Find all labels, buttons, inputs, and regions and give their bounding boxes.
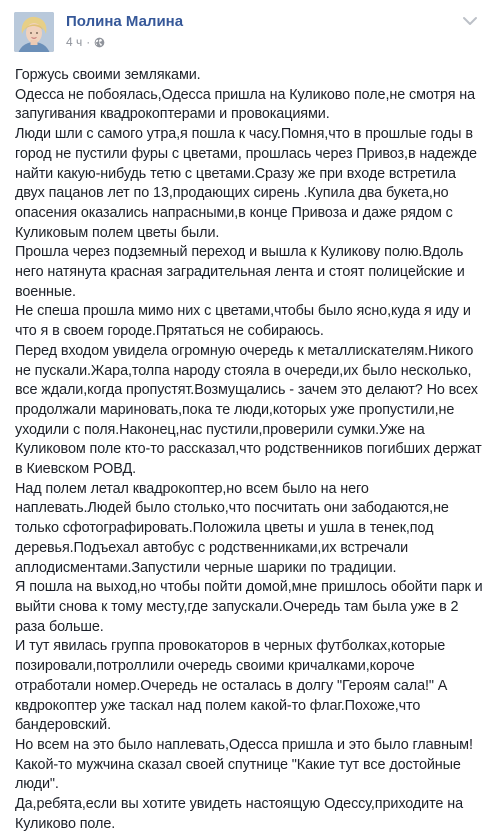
post-paragraph: Горжусь своими земляками.	[15, 67, 201, 83]
post-paragraph: Прошла через подземный переход и вышла к Куликову полю.Вдоль него натянута красная заградительная лента и стоят полицейские и военные.	[15, 244, 465, 300]
author-name[interactable]: Полина Малина	[66, 13, 184, 30]
post-paragraph: Но всем на это было наплевать,Одесса пришла и это было главным! Какой-то мужчина сказал своей спутнице "Какие тут все достойные люди".	[15, 736, 473, 793]
post-meta	[66, 35, 105, 49]
post-paragraph: И тут явилась группа провокаторов в черных футболках,которые позировали,потроллили очередь своими кричалками,короче отработали номер.Очередь не осталась в долгу "Героям сала!" А квдрокоптер уже таскал над полем какой-то флаг.Похоже,что бандеровский.	[15, 638, 448, 734]
post-paragraph: Не спеша прошла мимо них с цветами,чтобы было ясно,куда я иду и что я в своем городе.Прятаться не собираюсь.	[15, 303, 471, 340]
post-paragraph: Одесса не побоялась,Одесса пришла на Куликово поле,не смотря на запугивания квадрокоптерами и провокациями.	[15, 86, 476, 123]
post-paragraph: Да,ребята,если вы хотите увидеть настоящую Одессу,приходите на Куликово поле.	[15, 796, 463, 832]
post-header	[0, 0, 494, 64]
post-paragraph: Я пошла на выход,но чтобы пойти домой,мне пришлось обойти парк и выйти снова к тому месту,где запускали.Очередь там была уже в 2 раза больше.	[15, 579, 483, 635]
post-body	[15, 66, 483, 834]
post-options-chevron-icon[interactable]	[460, 16, 480, 28]
globe-icon	[94, 37, 105, 48]
post-paragraph: Люди шли с самого утра,я пошла к часу.Помня,что в прошлые годы в город не пустили фуры с цветами, прошлась через Привоз,в надежде найти какую-нибудь тетю с цветами.Сразу же при входе встретила двух пацанов лет по 13,продающих сирень .Купила два букета,но опасения оказались напрасными,в конце Привоза и даже рядом с Куликовым полем цветы были.	[15, 126, 477, 241]
post-paragraph: Перед входом увидела огромную очередь к металлискателям.Никого не пускали.Жара,толпа народу стояла в очереди,их было несколько, все ждали,когда пропустят.Возмущались - зачем это делают? Но всех продолжали мариновать,пока те люди,которых уже пропустили,не уходили с поля.Наконец,нас пустили,проверили сумки.Уже на Куликовом поле кто-то рассказал,что родственников погибших держат в Киевском РОВД.	[15, 342, 482, 478]
avatar[interactable]	[14, 12, 54, 52]
post-paragraph: Над полем летал квадрокоптер,но всем было на него наплевать.Людей было столько,что посчитать они забодаются,не только сфотографировать.Положила цветы и ушла в тенек,под деревья.Подъехал автобус с родственниками,их встречали аплодисментами.Запустили черные шарики по традиции.	[15, 480, 449, 576]
post-timestamp[interactable]: 4 ч	[66, 35, 83, 49]
meta-separator: ·	[86, 35, 91, 49]
